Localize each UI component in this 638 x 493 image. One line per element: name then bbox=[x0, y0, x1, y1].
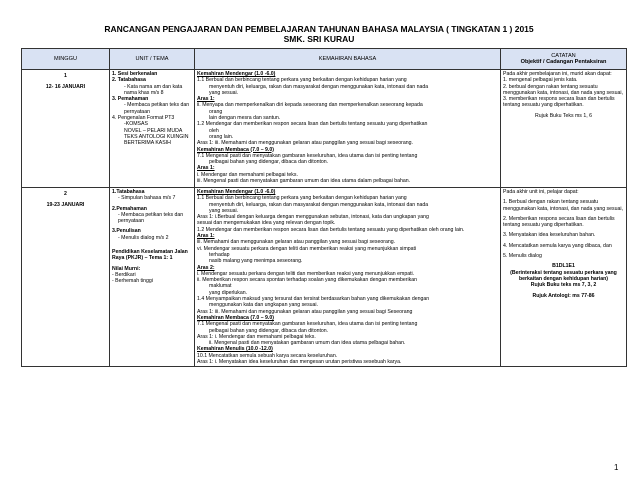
text-line: 4. Pengenalan Format PT3 bbox=[112, 115, 175, 122]
text-line: - Membaca petikan teks dan pernyataan bbox=[118, 211, 184, 225]
text-line: 5. Menulis dialog bbox=[503, 253, 542, 260]
header-catatan-line-1: CATATAN bbox=[551, 52, 576, 59]
text-line: B1DL1E1 bbox=[552, 263, 575, 270]
text-line: Rujuk Antologi: ms 77-86 bbox=[532, 292, 595, 299]
text-line: 2. Memberikan respons secara lisan dan bertulis tentang sesuatu yang diperhatikan. bbox=[503, 215, 615, 229]
text-line: i. Mendengar dan memahami pelbagai teks. bbox=[197, 171, 298, 178]
text-line: menyentuh diri, keluarga, rakan dan masyarakat dengan menggunakan kata, intonasi dan nada bbox=[209, 83, 429, 90]
text-line: BERTERIMA KASIH bbox=[124, 140, 171, 147]
text-line: sesuai dan mengemukakan idea yang relevan dengan topik. bbox=[197, 220, 336, 227]
text-line: 7.1 Mengenal pasti dan menyatakan gambaran keseluruhan, idea utama dan isi penting tentang bbox=[197, 321, 418, 328]
text-line: pelbagai bahan yang didengar, dibaca dan ditonton. bbox=[209, 327, 329, 334]
text-line: Pada akhir unit ini, pelajar dapat: bbox=[503, 189, 579, 195]
text-line: ii. Memberikan respon secara spontan terhadap soalan yang dikemukakan dengan memberikan bbox=[197, 277, 418, 284]
text-line: nasib malang yang menimpa seseorang. bbox=[209, 258, 303, 265]
page-number: 1 bbox=[614, 463, 619, 472]
text-line: Aras 2: bbox=[197, 264, 215, 271]
text-line: 1.Tatabahasa bbox=[112, 189, 145, 195]
skills-cell bbox=[195, 70, 501, 188]
text-line: Aras 1: bbox=[197, 165, 215, 172]
notes-cell bbox=[501, 70, 627, 188]
text-line: Aras 1: bbox=[197, 233, 215, 240]
text-line: - Berdikari bbox=[112, 271, 136, 278]
header-kemahiran-bahasa: KEMAHIRAN BAHASA bbox=[195, 49, 501, 70]
text-line: i. Mendengar sesuatu perkara dengan teliti dan memberikan reaksi yang menunjukkan empati. bbox=[197, 270, 415, 277]
text-line: Kemahiran Mendengar (1.0 -6.0) bbox=[197, 71, 276, 77]
text-line: 3. Menyatakan idea keseluruhan bahan. bbox=[503, 232, 596, 239]
text-line: yang sesuai. bbox=[209, 89, 239, 96]
text-line: 3.Penulisan bbox=[112, 228, 141, 235]
text-line: - Simpulan bahasa m/s 7 bbox=[118, 195, 176, 202]
text-line: 1. mengenal pelbagai jenis kata. bbox=[503, 77, 578, 84]
text-line: 1. Sesi berkenalan bbox=[112, 71, 158, 77]
table-row bbox=[22, 188, 627, 367]
text-line: Kemahiran Mendengar (1.0 -6.0) bbox=[197, 189, 276, 195]
text-line: Aras 1: i.Berbual dengan keluarga dengan menggunakan sebutan, intonasi, kata dan ungkapan yang bbox=[197, 214, 429, 221]
header-catatan-line-2: Objektif / Cadangan Pentaksiran bbox=[520, 59, 607, 65]
text-line: Pada akhir pembelajaran ini, murid akan dapat: bbox=[503, 71, 612, 77]
text-line: 1.1 Berbual dan berbincang tentang perkara yang berkaitan dengan kehidupan harian yang bbox=[197, 77, 407, 84]
text-line: oleh bbox=[209, 127, 219, 134]
header-unit-tema: UNIT / TEMA bbox=[110, 49, 195, 70]
text-line: Rujuk Buku Teks ms 1, 6 bbox=[535, 112, 592, 119]
text-line: 4. Mencatatkan semula karya yang dibaca, dan bbox=[503, 242, 612, 249]
text-line: iii. Memahami dan menggunakan gelaran atau panggilan yang sesuai bagi seseorang. bbox=[197, 239, 396, 246]
text-line: - Berhemah tinggi bbox=[112, 278, 153, 285]
document-title bbox=[0, 24, 638, 44]
header-minggu: MINGGU bbox=[22, 49, 110, 70]
text-line: Rujuk Buku teks ms 7, 3, 2 bbox=[530, 282, 597, 289]
text-line: maklumat bbox=[209, 283, 232, 290]
text-line: Aras 1: iii. Memahami dan menggunakan gelaran atau panggilan yang sesuai bagi seseorang. bbox=[197, 140, 413, 147]
title-line-2: SMK. SRI KURAU bbox=[283, 34, 355, 44]
text-line: 1.2 Mendengar dan memberikan respon secara lisan dan bertulis tentang sesuatu yang diperhatikan bbox=[197, 121, 428, 128]
title-line-1: RANCANGAN PENGAJARAN DAN PEMBELAJARAN TAHUNAN BAHASA MALAYSIA ( TINGKATAN 1 ) 2015 bbox=[104, 24, 534, 34]
text-line: NOVEL – PELARI MUDA bbox=[124, 127, 183, 134]
text-line: - Menulis dialog m/s 2 bbox=[118, 234, 169, 241]
text-line: 2.Pemahaman bbox=[112, 205, 147, 212]
text-line: -KOMSAS bbox=[124, 121, 148, 128]
text-line: Aras 1: bbox=[197, 96, 215, 103]
week-dates: 19-23 JANUARI bbox=[46, 202, 85, 209]
lesson-plan-table bbox=[21, 48, 627, 367]
text-line: vi. Mendengar sesuatu perkara dengan teliti dan memberikan reaksi yang menunjukkan simpati bbox=[197, 245, 417, 252]
week-cell bbox=[22, 188, 110, 367]
text-line: orang lain. bbox=[209, 133, 234, 140]
unit-cell bbox=[110, 188, 195, 367]
text-line: menggunakan kata dan ungkapan yang sesuai. bbox=[209, 302, 319, 309]
text-line: 2. Tatabahasa bbox=[112, 77, 146, 84]
text-line: 1.2 Mendengar dan memberikan respon secara lisan dan bertulis tentang sesuatu yang diperhatikan oleh orang lain. bbox=[197, 226, 465, 233]
text-line: Aras 1: i. Mendengar dan memahami pelbagai teks. bbox=[197, 333, 316, 340]
text-line: Aras 1: iii. Memahami dan menggunakan gelaran atau panggilan yang sesuai bagi Seseorang bbox=[197, 308, 413, 315]
table-row bbox=[22, 70, 627, 188]
text-line: 10.1 Mencatatkan semula sebuah karya secara keseluruhan. bbox=[197, 352, 338, 359]
text-line: ii. Menyapa dan memperkenalkan diri kepada seseorang dan memperkenalkan seseorang kepada bbox=[197, 102, 423, 109]
text-line: Aras 1: i. Menyatakan idea keseluruhan dan mengesan urutan peristiwa sesebuah karya. bbox=[197, 359, 402, 366]
week-number: 2 bbox=[64, 191, 67, 197]
text-line: ii. Mengenal pasti dan menyatakan gambaran umum dan idea utama pelbagai bahan. bbox=[209, 340, 406, 347]
text-line: Kemahiran Membaca (7.0 – 9.0) bbox=[197, 314, 274, 321]
text-line: menyentuh diri, keluarga, rakan dan masyarakat dengan menggunakan kata, intonasi dan nada bbox=[209, 201, 429, 208]
week-dates: 12- 16 JANUARI bbox=[45, 84, 86, 91]
week-cell bbox=[22, 70, 110, 188]
text-line: 1.1 Berbual dan berbincang tentang perkara yang berkaitan dengan kehidupan harian yang bbox=[197, 195, 407, 202]
text-line: iii. Mengenal pasti dan menyatakan gambaran umum dan idea utama dalam pelbagai bahan. bbox=[197, 178, 411, 185]
text-line: Nilai Murni: bbox=[112, 265, 141, 272]
text-line: Kemahiran Menulis (10.0 -12.0) bbox=[197, 346, 273, 353]
text-line: - Membaca petikan teks dan pernyataan bbox=[124, 102, 190, 115]
text-line: Pendidikan Keselamatan Jalan Raya (PKJR) – Tema 1: 1 bbox=[112, 249, 188, 262]
notes-cell bbox=[501, 188, 627, 367]
text-line: yang sesuai. bbox=[209, 207, 239, 214]
text-line: Kemahiran Membaca (7.0 – 9.0) bbox=[197, 146, 274, 153]
text-line: - Kata nama am dan kata nama khas m/s 8 bbox=[124, 83, 183, 96]
text-line: TEKS ANTOLOGI KUINGIN bbox=[124, 133, 189, 140]
unit-cell bbox=[110, 70, 195, 188]
text-line: 2. berbual dengan rakan tentang sesuatu menggunakan kata, intonasi, dan nada yang sesuai, bbox=[503, 83, 623, 96]
text-line: orang bbox=[209, 108, 223, 115]
text-line: 3. Pemahaman bbox=[112, 96, 149, 103]
text-line: yang diperlukan. bbox=[209, 289, 248, 296]
table-header-row bbox=[22, 49, 627, 70]
week-number: 1 bbox=[64, 73, 67, 79]
text-line: 1. Berbual dengan rakan tentang sesuatu menggunakan kata, intonasi, dan nada yang sesuai, bbox=[503, 199, 623, 212]
text-line: 3. memberikan respons secara lisan dan bertulis tentang sesuatu yang diperhatikan. bbox=[503, 96, 615, 109]
skills-cell bbox=[195, 188, 501, 367]
text-line: pelbagai bahan yang didengar, dibaca dan ditonton. bbox=[209, 159, 329, 166]
text-line: lain dengan mesra dan santun. bbox=[209, 115, 281, 122]
header-catatan bbox=[501, 49, 627, 70]
text-line: 7.1 Mengenal pasti dan menyatakan gambaran keseluruhan, idea utama dan isi penting tentang bbox=[197, 152, 418, 159]
text-line: (Berinteraksi tentang sesuatu perkara yang berkaitan dengan kehidupan harian) bbox=[510, 269, 617, 282]
text-line: 1.4 Menyampaikan maksud yang tersurat dan tersirat berdasarkan bahan yang dikemukakan dengan bbox=[197, 296, 430, 303]
text-line: terhadap bbox=[209, 251, 230, 258]
